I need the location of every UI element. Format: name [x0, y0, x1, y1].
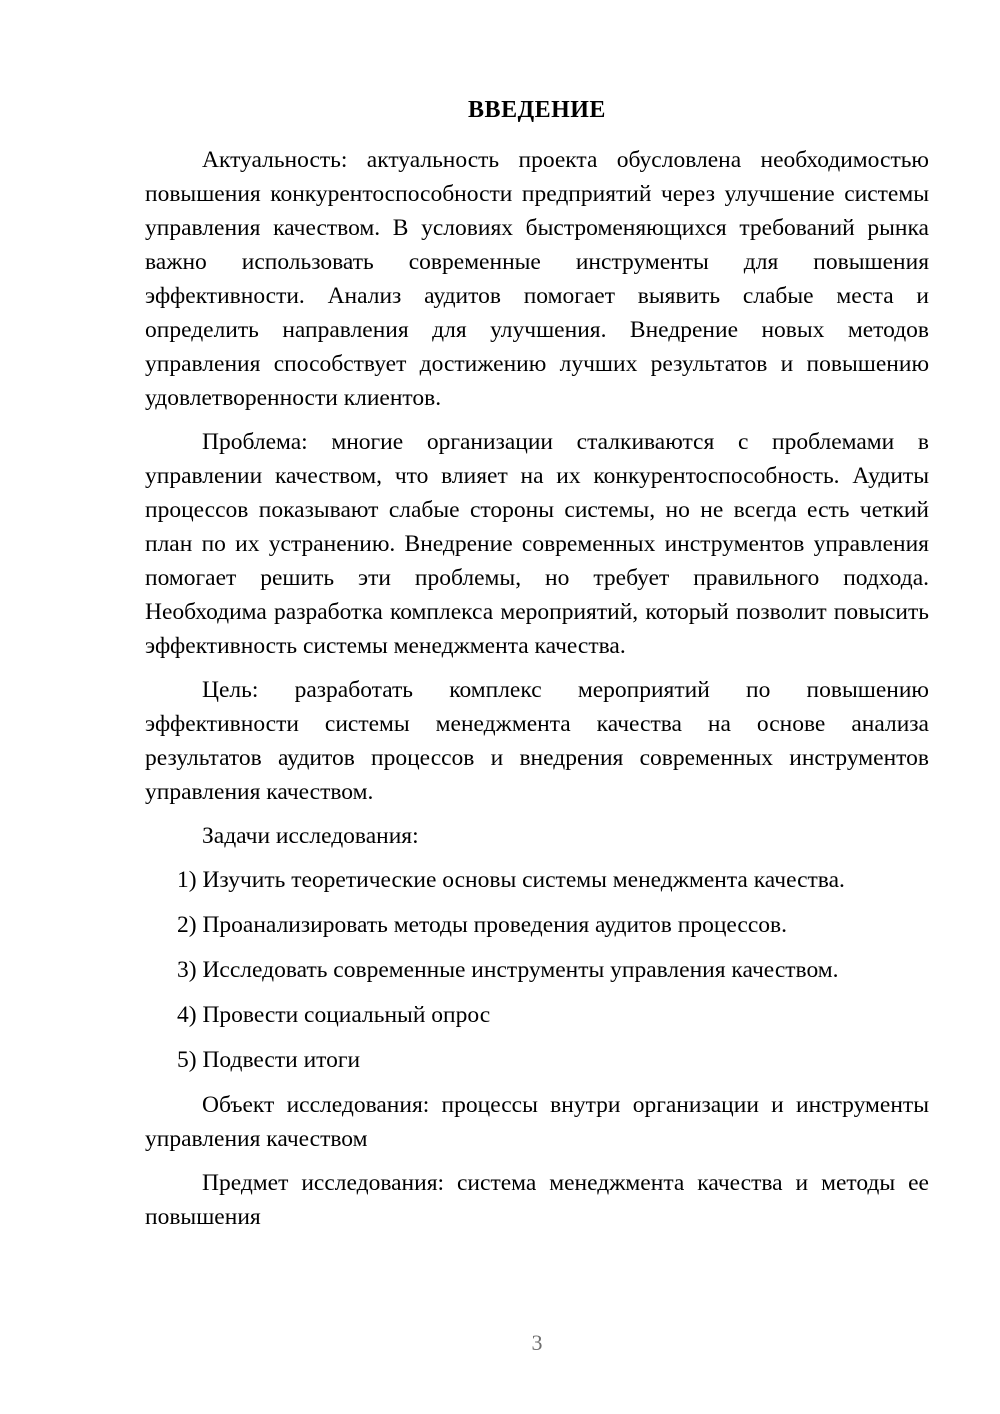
task-item-4: 4) Провести социальный опрос [177, 1002, 491, 1028]
task-item-2: 2) Проанализировать методы проведения аудитов процессов. [177, 912, 788, 938]
task-item-1: 1) Изучить теоретические основы системы менеджмента качества. [177, 867, 845, 893]
task-item-5: 5) Подвести итоги [177, 1047, 361, 1073]
paragraph-problem: Проблема: многие организации сталкиваются с проблемами в управлении качеством, что влияет на их конкурентоспособность. Аудиты процессов показывают слабые стороны системы, но не всегда есть четкий план по их устранению. Внедрение современных инструментов управления помогает решить эти проблемы, но требует правильного подхода. Необходима разработка комплекса мероприятий, который позволит повысить эффективность системы менеджмента качества. [145, 429, 929, 659]
page-number: 3 [531, 1330, 543, 1355]
task-item-3: 3) Исследовать современные инструменты управления качеством. [177, 957, 839, 983]
tasks-heading: Задачи исследования: [202, 823, 419, 849]
tasks-list [145, 863, 929, 1077]
paragraph-goal: Цель: разработать комплекс мероприятий по повышению эффективности системы менеджмента качества на основе анализа результатов аудитов процессов и внедрения современных инструментов управления качеством. [145, 677, 929, 805]
paragraph-object: Объект исследования: процессы внутри организации и инструменты управления качеством [145, 1092, 929, 1152]
paragraph-subject: Предмет исследования: система менеджмента качества и методы ее повышения [145, 1170, 929, 1230]
page-title: ВВЕДЕНИЕ [468, 97, 606, 123]
paragraph-relevance: Актуальность: актуальность проекта обусловлена необходимостью повышения конкурентоспособности предприятий через улучшение системы управления качеством. В условиях быстроменяющихся требований рынка важно использовать современные инструменты для повышения эффективности. Анализ аудитов помогает выявить слабые места и определить направления для улучшения. Внедрение новых методов управления способствует достижению лучших результатов и повышению удовлетворенности клиентов. [145, 147, 929, 411]
